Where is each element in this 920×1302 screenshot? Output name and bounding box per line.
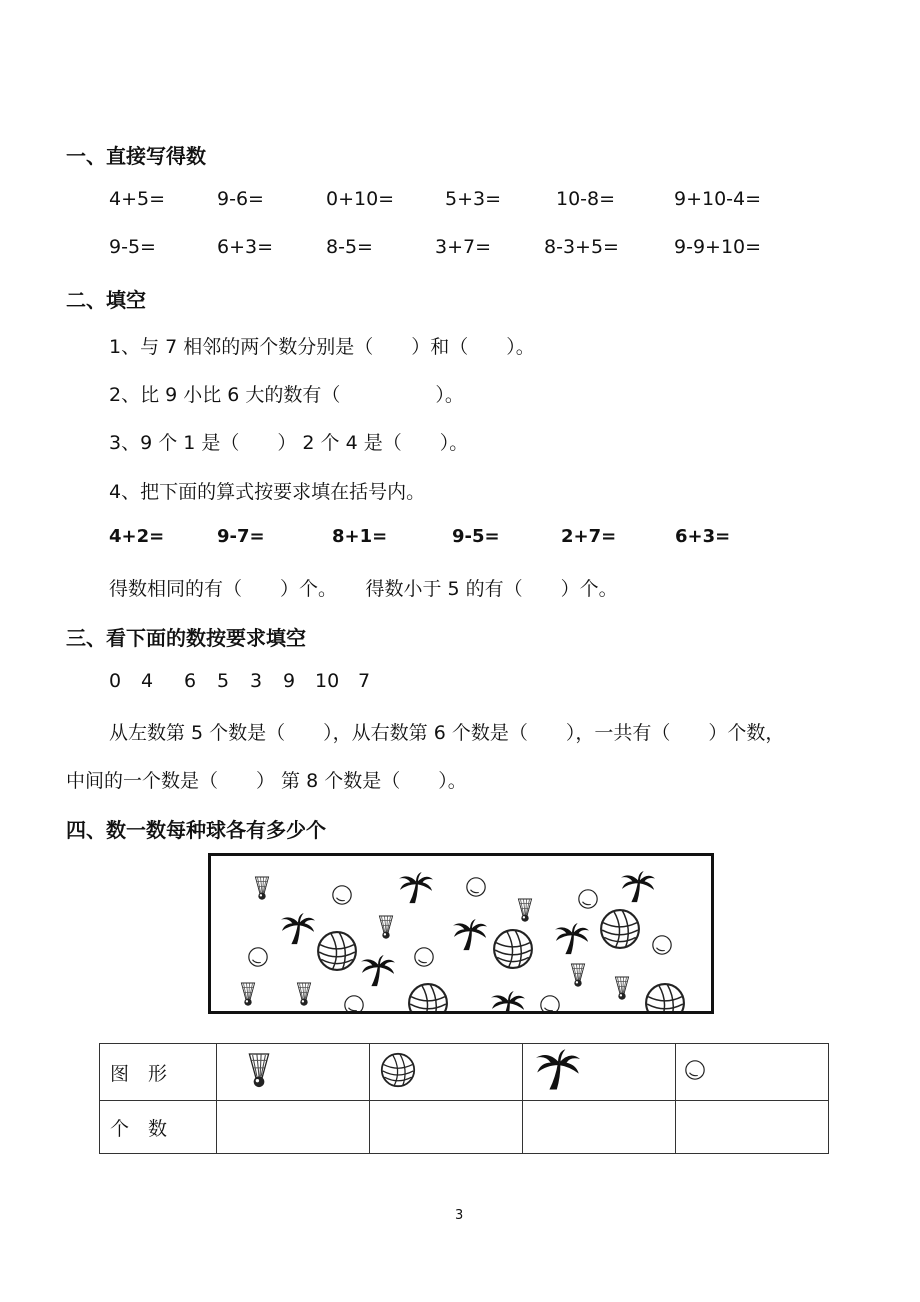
ball-icon <box>686 1061 704 1079</box>
arith-item: 4+5= <box>109 188 166 210</box>
shuttlecock-icon <box>518 899 531 922</box>
count-input-cell[interactable] <box>370 1101 523 1154</box>
shuttlecock-icon <box>241 983 254 1006</box>
expr-item: 6+3= <box>675 526 731 547</box>
arith-item: 5+3= <box>445 188 502 210</box>
expr-item: 9-5= <box>452 526 500 547</box>
expr-item: 4+2= <box>109 526 165 547</box>
section3-line2: 中间的一个数是（ ） 第 8 个数是（ ）。 <box>66 770 467 792</box>
arith-item: 9-6= <box>217 188 264 210</box>
palm-tree-icon <box>453 919 487 950</box>
ball-icon <box>249 948 267 966</box>
number-item: 3 <box>250 670 263 692</box>
question-1: 1、与 7 相邻的两个数分别是（ ）和（ ）。 <box>109 336 535 358</box>
question-2: 2、比 9 小比 6 大的数有（ ）。 <box>109 384 464 406</box>
palm-tree-icon <box>399 872 433 903</box>
section2-title: 二、填空 <box>66 288 146 312</box>
ball-icon <box>345 996 363 1011</box>
shape-cell <box>370 1044 523 1101</box>
volleyball-icon <box>382 1054 414 1086</box>
question-4: 4、把下面的算式按要求填在括号内。 <box>109 481 426 503</box>
ball-icon <box>579 890 597 908</box>
shuttlecock-icon <box>249 1054 268 1087</box>
shape-cell <box>217 1044 370 1101</box>
arith-item: 3+7= <box>435 236 492 258</box>
shuttlecock-icon <box>379 916 392 939</box>
palm-tree-icon <box>491 991 525 1011</box>
volleyball-icon <box>601 910 639 948</box>
number-item: 0 <box>109 670 122 692</box>
shuttlecock-icon <box>255 877 268 900</box>
arith-item: 8-5= <box>326 236 373 258</box>
arith-item: 10-8= <box>556 188 616 210</box>
palm-tree-icon <box>281 913 315 944</box>
table-row <box>100 1101 829 1154</box>
arith-item: 6+3= <box>217 236 274 258</box>
volleyball-icon <box>318 932 356 970</box>
palm-tree-icon <box>621 871 655 902</box>
ball-icon <box>415 948 433 966</box>
count-input-cell[interactable] <box>523 1101 676 1154</box>
question-4-answer: 得数相同的有（ ）个。 得数小于 5 的有（ ）个。 <box>109 578 618 600</box>
page-number: 3 <box>455 1208 464 1223</box>
palm-tree-icon <box>361 955 395 986</box>
question-3: 3、9 个 1 是（ ） 2 个 4 是（ ）。 <box>109 432 469 454</box>
picture-frame <box>208 853 714 1014</box>
count-table <box>99 1043 829 1154</box>
volleyball-icon <box>646 984 684 1011</box>
arith-item: 9+10-4= <box>674 188 762 210</box>
volleyball-icon <box>494 930 532 968</box>
arith-item: 0+10= <box>326 188 395 210</box>
count-input-cell[interactable] <box>217 1101 370 1154</box>
arith-item: 9-9+10= <box>674 236 762 258</box>
ball-icon <box>333 886 351 904</box>
shuttlecock-icon <box>571 964 584 987</box>
number-item: 6 <box>184 670 197 692</box>
section1-title: 一、直接写得数 <box>66 144 206 168</box>
expr-item: 8+1= <box>332 526 388 547</box>
arith-item: 8-3+5= <box>544 236 619 258</box>
number-item: 10 <box>315 670 340 692</box>
expr-item: 9-7= <box>217 526 265 547</box>
palm-tree-icon <box>536 1049 580 1089</box>
table-row <box>100 1044 829 1101</box>
expr-item: 2+7= <box>561 526 617 547</box>
count-input-cell[interactable] <box>676 1101 829 1154</box>
section3-line1: 从左数第 5 个数是（ ），从右数第 6 个数是（ ），一共有（ ）个数， <box>109 722 785 744</box>
shape-cell <box>676 1044 829 1101</box>
section4-title: 四、数一数每种球各有多少个 <box>66 818 326 842</box>
shuttlecock-icon <box>297 983 310 1006</box>
section3-title: 三、看下面的数按要求填空 <box>66 626 306 650</box>
row-label: 图 形 <box>100 1044 217 1101</box>
ball-icon <box>467 878 485 896</box>
objects-illustration <box>211 856 711 1011</box>
shuttlecock-icon <box>615 977 628 1000</box>
row-label: 个 数 <box>100 1101 217 1154</box>
shape-cell <box>523 1044 676 1101</box>
ball-icon <box>653 936 671 954</box>
ball-icon <box>541 996 559 1011</box>
volleyball-icon <box>409 984 447 1011</box>
number-item: 7 <box>358 670 371 692</box>
number-item: 9 <box>283 670 296 692</box>
arith-item: 9-5= <box>109 236 156 258</box>
number-item: 5 <box>217 670 230 692</box>
palm-tree-icon <box>555 923 589 954</box>
number-item: 4 <box>141 670 154 692</box>
